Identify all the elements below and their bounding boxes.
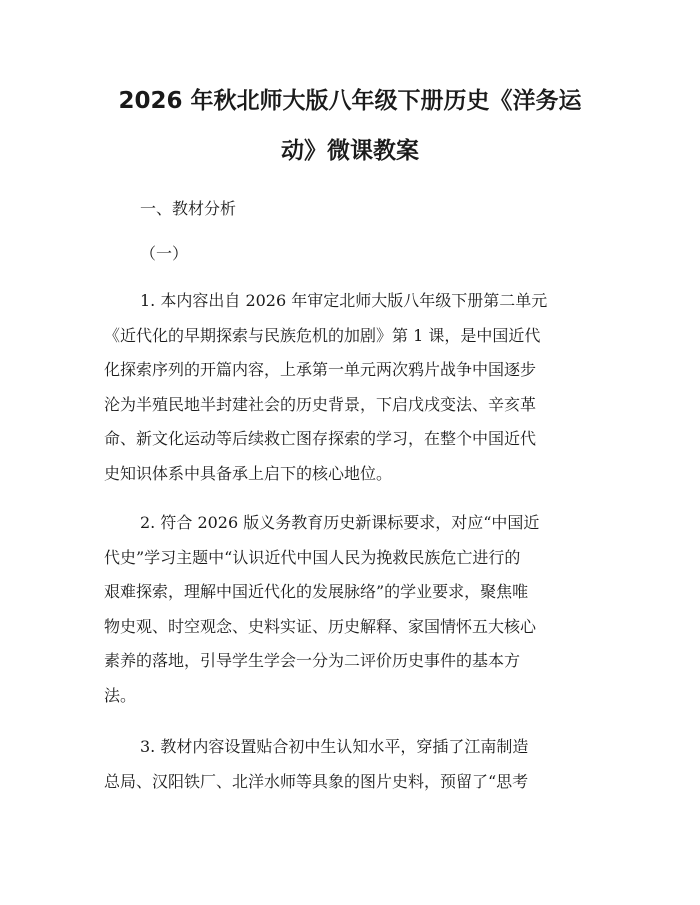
paragraph-line: 1. 本内容出自 2026 年审定北师大版八年级下册第二单元 — [140, 291, 548, 310]
paragraph-line: 艰难探索，理解中国近代化的发展脉络”的学业要求，聚焦唯 — [104, 582, 529, 601]
paragraph-line: 沦为半殖民地半封建社会的历史背景，下启戊戌变法、辛亥革 — [104, 394, 537, 414]
paragraph-line: 法。 — [104, 685, 137, 705]
paragraph-line: 3. 教材内容设置贴合初中生认知水平，穿插了江南制造 — [140, 737, 529, 756]
title-line-2: 动》微课教案 — [281, 138, 419, 164]
paragraph-line: 史知识体系中具备承上启下的核心地位。 — [104, 463, 393, 483]
paragraph-2 — [104, 506, 604, 713]
paragraph-3 — [104, 730, 604, 799]
paragraph-line: 2. 符合 2026 版义务教育历史新课标要求，对应“中国近 — [140, 513, 540, 532]
sub-heading: （一） — [140, 244, 189, 263]
paragraph-line: 代史”学习主题中“认识近代中国人民为挽救民族危亡进行的 — [104, 547, 521, 567]
section-heading: 一、教材分析 — [140, 199, 237, 218]
paragraph-line: 总局、汉阳铁厂、北洋水师等具象的图片史料，预留了“思考 — [104, 771, 529, 791]
title-line-1: 2026 年秋北师大版八年级下册历史《洋务运 — [118, 88, 582, 114]
document-title — [90, 76, 610, 176]
paragraph-line: 素养的落地，引导学生学会一分为二评价历史事件的基本方 — [104, 651, 521, 670]
paragraph-line: 物史观、时空观念、史料实证、历史解释、家国情怀五大核心 — [104, 616, 537, 636]
paragraph-1 — [104, 284, 604, 491]
paragraph-line: 命、新文化运动等后续救亡图存探索的学习，在整个中国近代 — [104, 429, 537, 448]
paragraph-line: 化探索序列的开篇内容，上承第一单元两次鸦片战争中国逐步 — [104, 360, 537, 379]
paragraph-line: 《近代化的早期探索与民族危机的加剧》第 1 课，是中国近代 — [104, 325, 541, 345]
